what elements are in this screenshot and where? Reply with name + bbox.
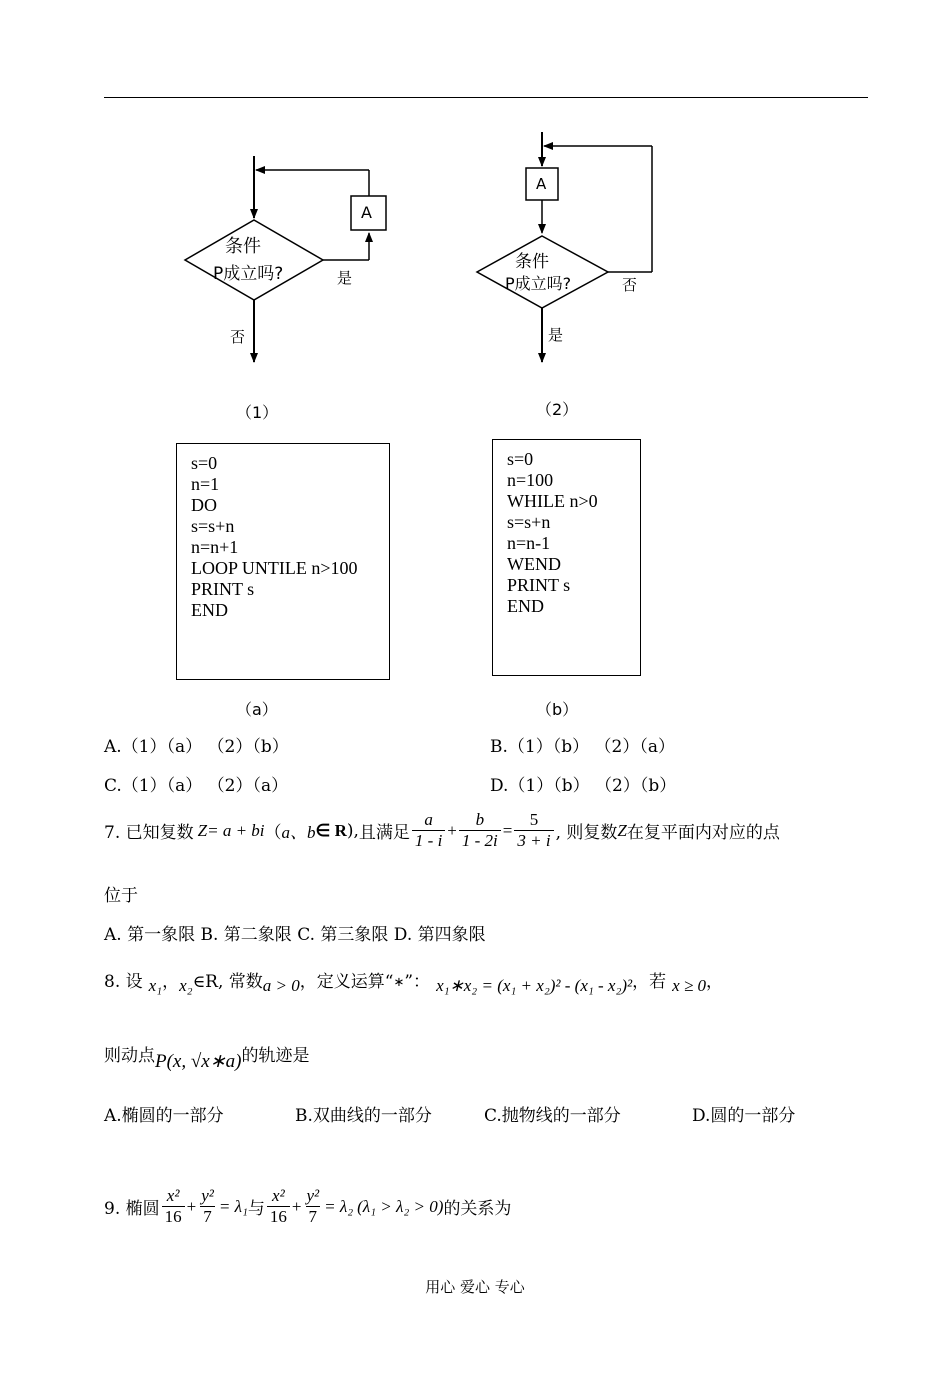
q6-option-a: A.（1）（a） （2）（b） [104,737,289,757]
q7-equals: = [502,820,513,840]
program-a-line: s=0 [191,453,218,473]
q8-prefix: 8. 设 [104,971,143,992]
f1-no-label: 否 [230,328,246,346]
q7-z2: Z [617,820,627,840]
q9-f2-num: y² [201,1186,214,1205]
program-b-line: PRINT s [507,575,571,595]
program-a-box [176,443,390,680]
q7-stem [104,810,780,851]
q8-stem [104,962,723,996]
f1-yes-label: 是 [337,269,353,287]
q9-cond: (λ₁ > λ₂ > 0) [357,1196,444,1216]
f1-condition-line2: P成立吗? [213,264,284,284]
f2-box-a-label: A [536,175,547,193]
q8-option-a: A.椭圆的一部分 [104,1106,224,1126]
program-b-caption: （b） [536,700,579,719]
q9-f3-num: x² [272,1186,285,1205]
q9-suffix: 的关系为 [443,1199,512,1219]
program-a-caption: （a） [236,700,278,719]
q7-eq: = a + bi [207,820,265,840]
q8-x1: x₁ [148,976,163,995]
q9-fraction-2 [198,1186,217,1227]
flowcharts [0,0,950,430]
program-b-line: s=s+n [507,512,551,532]
q7-fraction-2 [459,810,501,851]
q8-option-d: D.圆的一部分 [692,1106,796,1126]
q9-eq2: = λ₂ [324,1196,354,1216]
q7-prefix: 7. 已知复数 [104,823,194,843]
q8-end: ， [706,971,724,992]
q8-option-c: C.抛物线的一部分 [484,1106,621,1126]
q9-fraction-4 [303,1186,322,1227]
q9-f1-num: x² [166,1186,180,1205]
program-a-line: DO [191,495,217,515]
q9-prefix: 9. 椭圆 [104,1199,160,1219]
program-a-line: n=n+1 [191,537,239,557]
program-a-line: n=1 [191,474,220,494]
f2-no-label: 否 [622,276,638,294]
f2-caption: （2） [536,400,579,419]
q7-plus: + [447,820,457,840]
f1-box-a-label: A [361,203,372,222]
q7-line2: 位于 [104,886,138,906]
q8-x2: x₂ [179,976,193,995]
q7-fraction-3 [514,810,553,851]
f2-yes-label: 是 [548,326,564,344]
q9-eq1: = λ₁ [218,1196,248,1216]
q9-fraction-3 [267,1186,290,1227]
q8-xcond: x ≥ 0 [672,976,707,995]
f2-condition-line1: 条件 [515,252,549,272]
f2-condition-line2: P成立吗? [505,274,572,293]
q9-plus1: + [186,1196,197,1216]
page-footer: 用心 爱心 专心 [425,1278,525,1296]
q7-suffix2: 在复平面内对应的点 [626,823,780,843]
q9-plus2: + [291,1196,302,1216]
q7-f1-den: 1 - i [412,830,445,851]
q7-fraction-1 [412,810,445,851]
program-b-line: WEND [507,554,561,574]
q7-cond-close: ), [346,820,359,841]
q7-cond-in: ∈ R [315,820,347,840]
program-a-line: END [191,600,228,620]
q8-sep: ， [162,971,180,992]
q6-option-d: D.（1）（b） （2）（b） [490,776,677,796]
q8-in-r: ∈R, 常数 [192,971,263,992]
q7-f3-den: 3 + i [514,830,553,851]
q7-cond-open: （ [264,823,282,843]
flowchart-2 [477,132,652,362]
program-a-line: LOOP UNTILE n>100 [191,558,358,578]
program-b-line: n=100 [507,470,554,490]
q8-expr: x₁∗x₂ = (x₁ + x₂)² - (x₁ - x₂)² [436,976,633,995]
program-b-line: n=n-1 [507,533,551,553]
q7-satisfy: 且满足 [358,823,410,843]
q6-option-c: C.（1）（a） （2）（a） [104,776,289,796]
q8-option-b: B.双曲线的一部分 [295,1106,432,1126]
q9-f3-den: 16 [267,1206,290,1227]
program-b-line: WHILE n>0 [507,491,598,511]
q9-with: 与 [247,1199,265,1219]
program-b-line: s=0 [507,449,534,469]
f1-condition-line1: 条件 [225,236,261,257]
q8-mid: ，定义运算“ [299,971,394,992]
q9-f4-den: 7 [306,1206,321,1227]
f1-caption: （1） [236,403,279,422]
q7-suffix: , 则复数 [555,823,618,843]
q9-stem [104,1186,511,1227]
q8-line2-suffix: 的轨迹是 [241,1046,310,1066]
program-a-line: PRINT s [191,579,255,599]
q9-f4-num: y² [306,1186,320,1205]
q8-a: a > 0 [262,976,300,995]
q6-option-b: B.（1）（b） （2）（a） [490,737,675,757]
q7-f2-den: 1 - 2i [459,830,501,851]
program-a-line: s=s+n [191,516,235,536]
q9-fraction-1 [162,1186,185,1227]
q8-line2 [104,1034,309,1073]
q7-z: Z [197,820,208,840]
q7-f2-num: b [475,810,485,829]
q9-f2-den: 7 [200,1206,215,1227]
q8-line2-prefix: 则动点 [104,1046,155,1066]
q7-cond-ab: a、b [281,823,316,842]
q8-point: P(x, √x∗a) [155,1051,242,1072]
q7-f3-num: 5 [529,810,539,829]
q8-star: ∗ [393,974,405,989]
program-b-line: END [507,596,544,616]
q7-f1-num: a [424,810,433,829]
q8-mid2: ”： [404,971,431,992]
q9-f1-den: 16 [162,1206,185,1227]
program-b-box [492,439,641,676]
q7-options: A. 第一象限 B. 第二象限 C. 第三象限 D. 第四象限 [104,925,486,945]
q8-cond: ，若 [632,971,667,992]
